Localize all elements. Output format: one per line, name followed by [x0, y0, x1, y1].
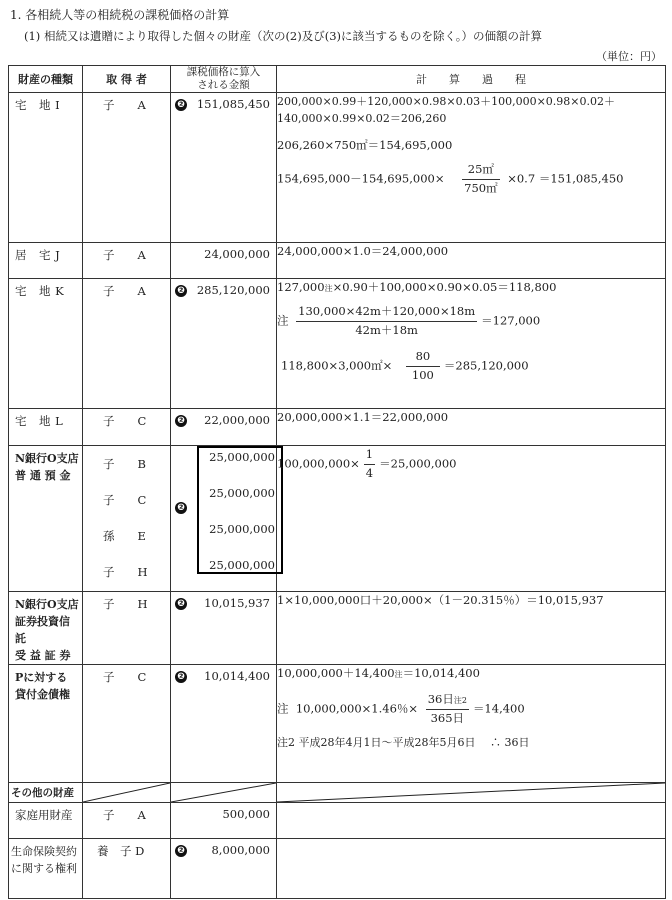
share-fraction [364, 446, 375, 483]
calc-line [277, 665, 665, 683]
calc-line: 24,000,000×1.0＝24,000,000 [277, 244, 449, 259]
table-row [9, 592, 666, 665]
kind-line: に関する権利 [11, 862, 77, 876]
calc-text: ＝127,000 [481, 313, 541, 328]
calc-line [277, 446, 665, 483]
numerator-text: 36日 [427, 692, 454, 707]
kind-cell: その他の財産 [11, 787, 74, 800]
fraction-numerator: 25㎡ [462, 161, 499, 180]
note-mark: 注 [324, 284, 333, 294]
calc-line [277, 303, 665, 340]
calc-text: ＝10,014,400 [402, 666, 480, 681]
amount-cell: 25,000,000 [209, 558, 275, 573]
fraction-numerator: 130,000×42m＋120,000×18m [296, 303, 477, 322]
fraction-denominator: 42m＋18m [355, 322, 418, 337]
header-acquirer: 取 得 者 [83, 66, 171, 93]
acquirer-line: 子 C [103, 493, 147, 508]
calc-line: 20,000,000×1.1＝22,000,000 [277, 410, 449, 425]
amount-cell: 285,120,000 [196, 283, 270, 298]
kind-cell: 宅 地 K [15, 284, 65, 299]
kind-line: 受 益 証 券 [15, 649, 71, 663]
calc-line: 140,000×0.99×0.02＝206,260 [277, 112, 447, 126]
amount-cell: 24,000,000 [204, 247, 270, 262]
calc-line: 1×10,000,000口＋20,000×（1－20.315％）＝10,015,937 [277, 593, 604, 608]
amount-cell: 10,015,937 [204, 596, 270, 611]
fraction-numerator [426, 691, 469, 710]
table-row [9, 409, 666, 446]
acquirer-cell: 子 A [103, 98, 146, 113]
days-fraction [426, 691, 469, 728]
calc-text: ＝25,000,000 [379, 456, 457, 471]
table-row [9, 93, 666, 243]
calc-cell [277, 446, 666, 592]
unit-label: （単位：円） [596, 50, 662, 63]
calc-line: 206,260×750㎡＝154,695,000 [277, 138, 453, 153]
acquirer-line: 子 H [103, 565, 148, 580]
acquirer-cell: 子 H [103, 597, 148, 612]
calc-cell [277, 279, 666, 409]
calc-line: 200,000×0.99＋120,000×0.98×0.03＋100,000×0.98×0.02＋ [277, 95, 616, 109]
fraction-numerator: 80 [406, 348, 440, 367]
table-row [9, 783, 666, 803]
calc-text: 127,000 [277, 280, 325, 295]
amount-cell: 10,014,400 [204, 669, 270, 684]
mark-icon: ❷ [175, 415, 187, 427]
calc-text: ＝14,400 [472, 701, 525, 716]
note-mark: 注 [394, 670, 403, 680]
calc-text: 154,695,000－154,695,000× [277, 171, 445, 186]
calc-text: 118,800×3,000㎡× [281, 358, 393, 372]
mark-icon: ❷ [175, 845, 187, 857]
calc-text: 10,000,000＋14,400 [277, 666, 395, 681]
table-row [9, 839, 666, 899]
calc-line [277, 279, 665, 297]
acquirer-line: 子 B [103, 457, 146, 472]
calc-line: 注2 平成28年4月1日～平成28年5月6日 ∴ 36日 [277, 735, 530, 749]
table-row [9, 665, 666, 783]
acquirer-cell: 子 C [103, 414, 147, 429]
kind-line: 証券投資信託 [15, 615, 70, 646]
amount-cell: 151,085,450 [196, 97, 270, 112]
header-amount [171, 66, 277, 93]
diagonal-cell [277, 783, 666, 803]
amount-cell: 25,000,000 [209, 486, 275, 501]
calc-line [277, 348, 665, 385]
header-amount-line2: される金額 [197, 79, 250, 92]
section-heading: 1. 各相続人等の相続税の課税価格の計算 [10, 8, 230, 22]
mark-icon: ❷ [175, 598, 187, 610]
header-calc: 計 算 過 程 [277, 66, 666, 93]
kind-cell: 居 宅 J [15, 248, 61, 263]
amount-cell: 500,000 [222, 807, 270, 822]
kind-cell: 宅 地 L [15, 414, 64, 429]
note-mark: 注2 [453, 696, 467, 706]
calc-line [277, 691, 665, 728]
note-label: 注 [277, 313, 289, 328]
acquirer-cell [83, 446, 170, 590]
kind-line: 貸付金債権 [15, 688, 70, 702]
fraction-denominator: 365日 [430, 711, 465, 726]
fraction-denominator: 4 [365, 466, 374, 481]
calc-text: ×0.90＋100,000×0.90×0.05＝118,800 [332, 280, 557, 295]
kind-cell: 宅 地 I [15, 98, 61, 113]
kind-cell [9, 592, 82, 664]
kind-line: N銀行O支店 [15, 452, 79, 466]
acquirer-cell: 子 A [103, 808, 146, 823]
price-fraction [296, 303, 477, 340]
kind-cell [9, 446, 82, 484]
amount-box [197, 446, 283, 574]
fraction-numerator: 1 [364, 446, 375, 465]
kind-line: N銀行O支店 [15, 598, 79, 612]
diagonal-cell [171, 783, 277, 803]
acquirer-cell: 養 子 D [97, 844, 145, 859]
diagonal-cell [83, 783, 171, 803]
acquirer-cell: 子 A [103, 248, 146, 263]
kind-line: 普 通 預 金 [15, 469, 71, 483]
table-row [9, 279, 666, 409]
calc-text: 100,000,000× [277, 456, 360, 471]
calc-line [277, 161, 665, 198]
table-row [9, 243, 666, 279]
amount-cell: 25,000,000 [209, 450, 275, 465]
amount-cell: 8,000,000 [211, 843, 270, 858]
fraction-denominator: 100 [411, 367, 434, 382]
calc-text: ＝285,120,000 [443, 358, 529, 372]
amount-cell: 22,000,000 [204, 413, 270, 428]
acquirer-line: 孫 E [103, 529, 146, 544]
mark-icon: ❷ [175, 502, 187, 514]
amount-cell: 25,000,000 [209, 522, 275, 537]
note-label: 注 [277, 701, 289, 716]
table-row [9, 446, 666, 592]
mark-icon: ❷ [175, 285, 187, 297]
table-row [9, 803, 666, 839]
header-kind: 財産の種類 [9, 66, 83, 93]
kind-cell [9, 665, 82, 703]
section-subheading: (1) 相続又は遺贈により取得した個々の財産（次の(2)及び(3)に該当するものを除く。）の価額の計算 [24, 29, 543, 43]
calc-text: 10,000,000×1.46％× [295, 701, 419, 716]
mark-icon: ❷ [175, 671, 187, 683]
calc-text: ×0.7 ＝151,085,450 [507, 171, 624, 186]
table-header-row [9, 66, 666, 93]
kind-line: Pに対する [15, 671, 68, 685]
mark-icon: ❷ [175, 99, 187, 111]
acquirer-cell: 子 C [103, 670, 147, 685]
kind-cell: 家庭用財産 [15, 808, 73, 823]
calc-cell [277, 665, 666, 783]
area-fraction [462, 161, 499, 198]
fraction-denominator: 750㎡ [464, 180, 498, 195]
property-valuation-table [8, 65, 666, 899]
ratio-fraction [406, 348, 440, 385]
calc-cell [277, 93, 666, 243]
header-amount-line1: 課税価格に算入 [186, 66, 261, 78]
kind-line: 生命保険契約 [11, 845, 77, 859]
acquirer-cell: 子 A [103, 284, 146, 299]
kind-cell [9, 839, 82, 877]
